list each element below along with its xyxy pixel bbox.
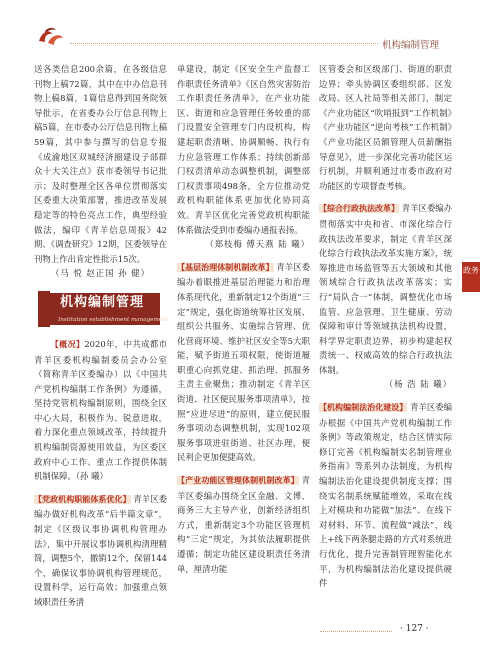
running-header-title: 机构编制管理 [382,40,440,51]
footer-rule [320,631,392,632]
banner-subtitle: Institution establishment management [58,316,168,323]
banner-box [46,293,168,325]
paragraph: 送各类信息200余篇，在各级信息刊物上稿72篇，其中在中办信息刊物上稿8篇，1篇信息得到国务院领导批示，在省委办公厅信息刊物上稿5篇，在市委办公厅信息刊物上稿59篇，其中参与撰写的信息专报《成渝地区双城经济圈建设子部群众十大关注点》获市委领导书记批示；及时整理全区各单位贯彻落实区委重大决策部署，推进改革发展稳定等的特色亮点工作，典型经验做法，编印《青羊信息周报》42期、《调查研究》12期，区委领导在刊物上作出肯定性批示15次。 [34,64,167,264]
page-number: · 127 · [400,624,429,634]
paragraph-text: 青羊区委编办贯彻落实中央和省、市深化综合行政执法改革要求，制定《青羊区深化综合行政执法改革实施方案》，统筹推进市场监管等五大领域和其他领域综合行政执法改革落实；实行“局队合一”体制，调整优化市场监管、应急管理、卫生健康、劳动保障和审计等领域执法机构设置，科学界定职责边界，初步构建起权责统一、权威高效的综合行政执法体制。 [319,203,453,375]
header-rule [70,43,378,44]
paragraph [319,400,452,591]
logo-icon [36,25,66,47]
paragraph: 单建设，制定《区安全生产监督工作职责任务清单》《区自然灾害防治工作职责任务清单》，在产业功能区、街道和应急管理任务较重的部门设置安全管理专门内设机构，构建起职责清晰、协调顺畅、执行有力应急管理工作体系；持续创新部门权责清单动态调整机制，调整部门权责事项498条，全方位推动党政机构职能体系更加优化协同高效。青羊区优化完善党政机构职能体系做法受到市委编办通报表扬。 [177,64,310,235]
paragraph-text: 青羊区委编办做好机构改革“后半篇文章”，制定《区级议事协调机构管理办法》，集中开展议事协调机构清理精简，调整5个，撤销12个，保留144个，确保议事协调机构管理规范，设置科学，运行高效；加强重点领域职责任务清 [34,493,167,607]
paragraph: 区管委会和区级部门、街道的职责边界；牵头协调区委组织部、区发改局、区人社局等相关部门，制定《产业功能区“吹哨报到”工作机制》《产业功能区“逆向考核”工作机制》《产业功能区员额管理人员薪酬指导意见》，进一步深化完善功能区运行机制，并顺利通过市委市政府对功能区的专项督查考核。 [319,64,452,191]
side-section-tab: 政务 [462,262,480,292]
section-heading: 【概况】 [50,339,85,349]
section-heading: 【党政机构职能体系优化】 [34,494,131,504]
paragraph-text: 青羊区委编办围绕全区金融、文博、商务三大主导产业，创新经济组织方式，重新制定3个功能区管理机构“三定”规定，为其依法履职提供遵循；制定功能区建设职责任务清单，厘清功能 [177,475,311,574]
author-signature: （杨 浩 陆 曦） [384,379,452,390]
section-heading: 【机构编制法治化建设】 [319,403,408,413]
column-2 [177,62,310,576]
section-heading: 【产业功能区管理体制机制改革】 [177,476,299,486]
paragraph [34,492,167,610]
paragraph-text: 2020年，中共成都市青羊区委机构编制委员会办公室（简称青羊区委编办）以《中国共产党机构编制工作条例》为遵循，坚持党管机构编制原则，围绕全区中心大局，积极作为、锐意进取，着力深化重点领域改革，持续提升机构编制资源使用效益，为区委区政府中心工作、重点工作提供体制机制保障。 [34,338,167,482]
section-banner [34,289,167,329]
paragraph-text: 青羊区委编办着眼推进基层治理能力和治理体系现代化，重新制定12个街道“三定”规定，强化街道统筹社区发展、组织公共服务、实施综合管理、优化营商环境、维护社区安全等5大职能，赋予街道五项权限，使街道履职重心向抓党建、抓治理、抓服务主责主业聚焦；推动制定《青羊区街道、社区便民服务事项清单》，按照“应进尽进”的原则，建立便民服务事项动态调整机制，实现102项服务事项进驻街道、社区办理，便民利企更加便捷高效。 [177,261,310,463]
author-signature: （孙 曦） [75,471,108,482]
author-signature: （马 悦 赵正国 孙 健） [50,268,151,279]
column-3 [319,62,452,591]
paragraph [319,201,452,377]
paragraph [177,473,310,576]
section-heading: 【综合行政执法改革】 [319,204,400,214]
author-signature: （郑枝梅 傅天燕 陆 曦） [205,239,310,250]
section-heading: 【基层治理体制机制改革】 [177,262,274,272]
banner-title: 机构编制管理 [60,294,145,310]
paragraph [177,260,310,465]
paragraph [34,337,167,484]
column-1 [34,62,167,610]
paragraph-text: 青羊区委编办根据《中国共产党机构编制工作条例》等政策规定，结合区情实际修订完善《机构编制实名制管理业务指南》等系列办法制度，为机构编制法治化建设提供制度支撑；围绕实名制系统赋能增效，采取在线上对模块和功能做“加法”、在线下对材料、环节、流程做“减法”，线上+线下两条腿走路的方式对系统进行优化，提升完善制管理智能化水平，为机构编制法治化建设提供硬件 [319,402,453,589]
